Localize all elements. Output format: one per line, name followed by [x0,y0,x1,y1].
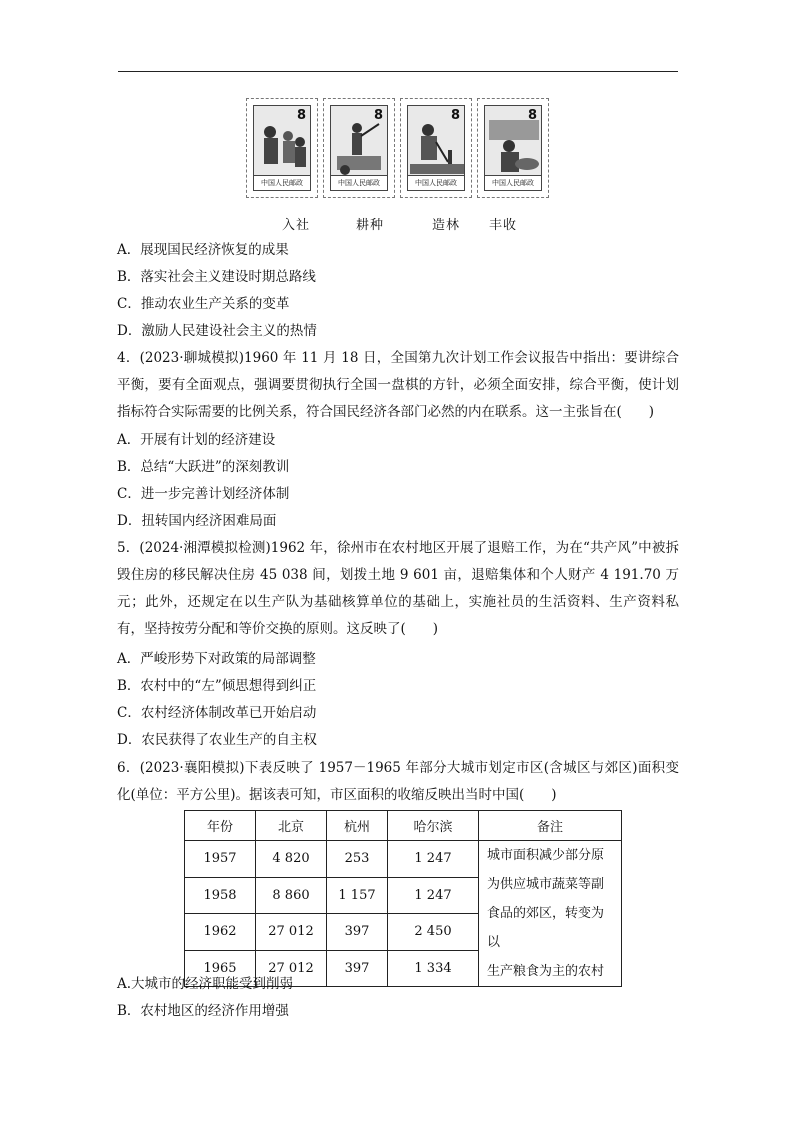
header-rule [118,71,678,72]
q4-option-d[interactable]: D．扭转国内经济困难局面 [117,513,277,529]
stamp-issuer: 中国人民邮政 [261,179,303,187]
table-cell: 1 247 [388,877,479,914]
table-cell: 1965 [185,950,256,987]
q4-option-b[interactable]: B．总结“大跃进”的深刻教训 [117,459,290,475]
note-line: 城市面积减少部分原 [487,848,605,863]
q3-option-d[interactable]: D．激励人民建设社会主义的热情 [117,323,317,339]
table-cell: 397 [327,914,388,951]
table-cell: 1958 [185,877,256,914]
table-cell: 1962 [185,914,256,951]
stamp-value: 8 [373,108,383,123]
table-cell: 1 157 [327,877,388,914]
table-header-row [185,811,622,841]
q3-option-a[interactable]: A．展现国民经济恢复的成果 [117,242,289,258]
q3-option-b[interactable]: B．落实社会主义建设时期总路线 [117,269,316,285]
q6-option-b[interactable]: B．农村地区的经济作用增强 [117,1003,289,1019]
table-cell: 27 012 [256,950,327,987]
q6-stem: 6．(2023·襄阳模拟)下表反映了 1957－1965 年部分大城市划定市区(含城区与郊区)面积变化(单位：平方公里)。据该表可知，市区面积的收缩反映出当时中国( ) [117,760,679,803]
stamp-issuer: 中国人民邮政 [415,179,457,187]
stamp-join-commune [246,98,318,198]
note-line: 生产粮食为主的农村 [487,964,605,979]
table-cell: 397 [327,950,388,987]
table-cell: 1 247 [388,841,479,878]
q4-stem: 4．(2023·聊城模拟)1960 年 11 月 18 日，全国第九次计划工作会议报告中指出：要讲综合平衡，要有全面观点，强调要贯彻执行全国一盘棋的方针，必须全面安排，综合平衡，使计划指标符合实际需要的比例关系，符合国民经济各部门必然的内在联系。这一主张旨在( ) [117,350,679,420]
table-header-cell: 哈尔滨 [388,811,479,841]
stamp-plowing [323,98,395,198]
table-row [185,841,622,878]
stamp-value: 8 [527,108,537,123]
q5-option-c[interactable]: C．农村经济体制改革已开始启动 [117,705,317,721]
note-line: 为供应城市蔬菜等副 [487,877,605,892]
table-cell: 8 860 [256,877,327,914]
stamp-caption: 入社 [282,218,311,233]
q5-option-a[interactable]: A．严峻形势下对政策的局部调整 [117,651,316,667]
table-cell: 4 820 [256,841,327,878]
table-header-cell: 备注 [479,811,622,841]
stamp-caption: 耕种 [356,218,385,233]
table-cell: 1957 [185,841,256,878]
q3-option-c[interactable]: C．推动农业生产关系的变革 [117,296,290,312]
note-line: 食品的郊区，转变为以 [487,906,605,950]
table-cell: 2 450 [388,914,479,951]
city-area-table [184,810,622,987]
table-cell: 253 [327,841,388,878]
q4-option-c[interactable]: C．进一步完善计划经济体制 [117,486,290,502]
table-header-cell: 年份 [185,811,256,841]
stamp-harvest [477,98,549,198]
stamp-afforestation [400,98,472,198]
q5-option-b[interactable]: B．农村中的“左”倾思想得到纠正 [117,678,317,694]
table-header-cell: 杭州 [327,811,388,841]
table-header-cell: 北京 [256,811,327,841]
q6-option-a[interactable]: A.大城市的经济职能受到削弱 [117,976,294,992]
stamp-caption: 造林 [432,218,461,233]
q5-stem: 5．(2024·湘潭模拟检测)1962 年，徐州市在农村地区开展了退赔工作，为在“共产风”中被拆毁住房的移民解决住房 45 038 间，划拨土地 9 601 亩，退赔集体和个人财产 4 191.70 万元；此外，还规定在以生产队为基础核算单位的基础上，实施社员的生活资料、生产资料私有，坚持按劳分配和等价交换的原则。这反映了( ) [117,540,679,637]
q5-option-d[interactable]: D．农民获得了农业生产的自主权 [117,732,317,748]
q4-option-a[interactable]: A．开展有计划的经济建设 [117,432,276,448]
stamp-issuer: 中国人民邮政 [338,179,380,187]
stamp-set-figure [246,98,550,208]
table-cell: 1 334 [388,950,479,987]
stamp-caption: 丰收 [489,218,518,233]
stamp-issuer: 中国人民邮政 [492,179,534,187]
stamp-value: 8 [296,108,306,123]
table-cell: 27 012 [256,914,327,951]
stamp-value: 8 [450,108,460,123]
table-note-cell [479,841,622,987]
